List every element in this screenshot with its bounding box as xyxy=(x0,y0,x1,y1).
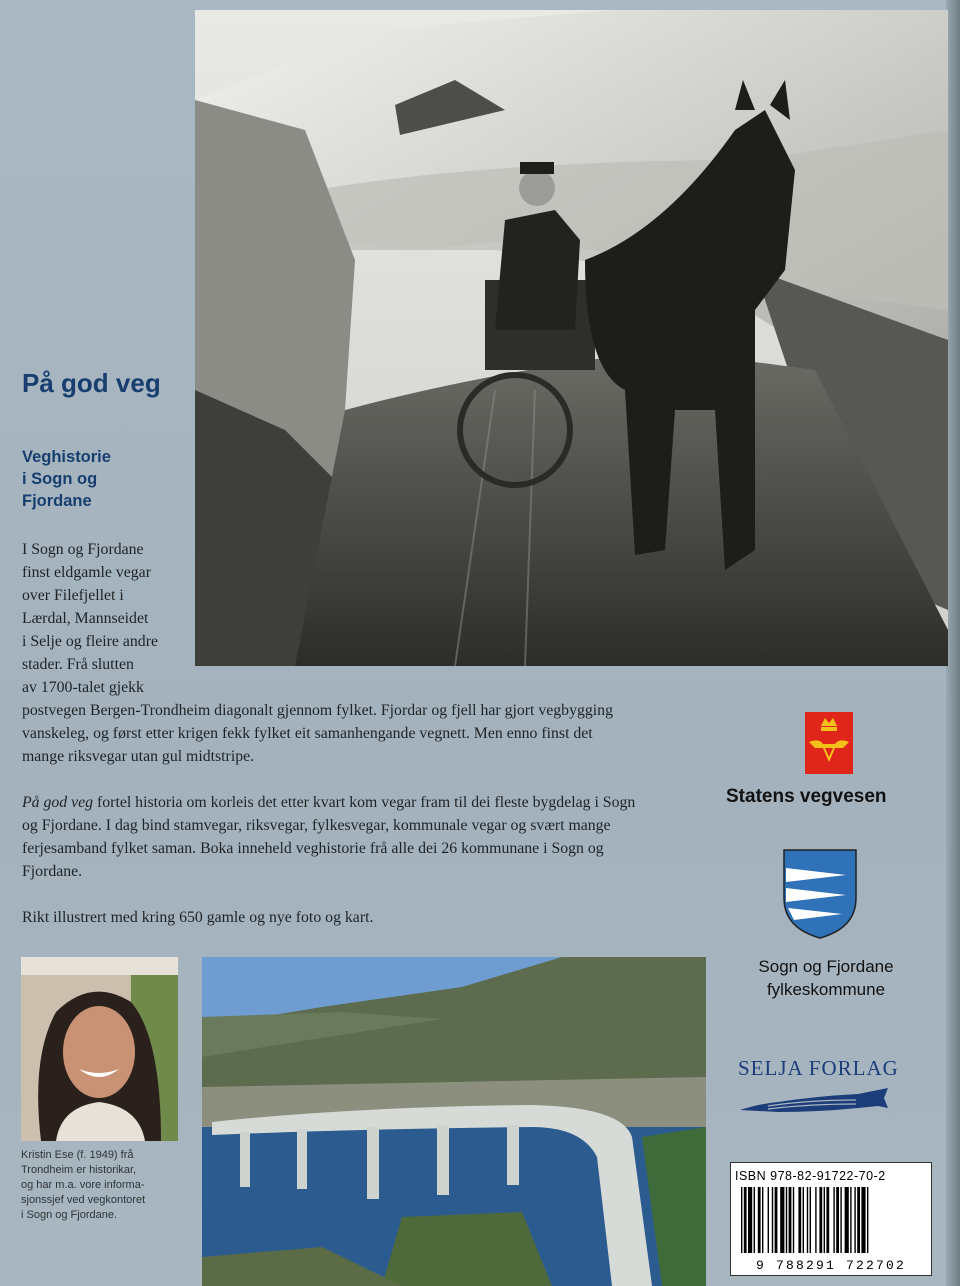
barcode-bar xyxy=(833,1187,834,1253)
barcode-bar xyxy=(815,1187,816,1253)
subtitle-line: Veghistorie xyxy=(22,448,111,466)
isbn-barcode xyxy=(730,1162,932,1276)
barcode-bar xyxy=(786,1187,787,1253)
barcode-bar xyxy=(754,1187,755,1253)
barcode-bar xyxy=(836,1187,839,1253)
barcode-bar xyxy=(807,1187,808,1253)
caption-line: sjonssjef ved vegkontoret xyxy=(21,1194,146,1206)
barcode-bar xyxy=(857,1187,860,1253)
body-text: fortel historia om korleis det etter kvart kom vegar fram til dei fleste bygdelag i Sogn xyxy=(93,794,636,811)
barcode-bar xyxy=(845,1187,849,1253)
barcode-bar xyxy=(840,1187,841,1253)
fylkeskommune-label xyxy=(726,955,926,1001)
barcode-bar xyxy=(758,1187,761,1253)
body-line: Fjordane. xyxy=(22,863,83,880)
barcode-bar xyxy=(803,1187,804,1253)
ean-digits: 9 788291 722702 xyxy=(755,1258,907,1273)
intro-line: stader. Frå slutten xyxy=(22,656,134,673)
author-caption xyxy=(21,1148,181,1223)
barcode-bar xyxy=(748,1187,752,1253)
bridge-photo xyxy=(202,957,706,1286)
intro-line: finst eldgamle vegar xyxy=(22,564,151,581)
barcode-bar xyxy=(772,1187,773,1253)
intro-line: av 1700-talet gjekk xyxy=(22,679,144,696)
statens-vegvesen-label: Statens vegvesen xyxy=(726,786,887,807)
body-line: postvegen Bergen-Trondheim diagonalt gjennom fylket. Fjordar og fjell har gjort vegbygging xyxy=(22,702,613,719)
book-subtitle xyxy=(22,446,192,512)
caption-line: Kristin Ese (f. 1949) frå xyxy=(21,1149,134,1161)
barcode-bar xyxy=(798,1187,801,1253)
caption-line: Trondheim er historikar, xyxy=(21,1164,137,1176)
barcode-bar xyxy=(850,1187,851,1253)
body-line: Rikt illustrert med kring 650 gamle og nye foto og kart. xyxy=(22,909,374,926)
publisher-name: SELJA FORLAG xyxy=(738,1056,899,1080)
fylkeskommune-line: fylkeskommune xyxy=(766,980,886,999)
body-line: og Fjordane. I dag bind stamvegar, riksvegar, fylkesvegar, kommunale vegar og svært mange xyxy=(22,817,611,834)
subtitle-line: i Sogn og xyxy=(22,470,98,488)
barcode-bar xyxy=(744,1187,747,1253)
isbn-text: ISBN 978-82-91722-70-2 xyxy=(735,1169,886,1183)
barcode-bar xyxy=(793,1187,794,1253)
barcode-bar xyxy=(768,1187,769,1253)
body-line: vanskeleg, og først etter krigen fekk fylket eit samanhengande vegnett. Men enno finst det xyxy=(22,725,593,742)
barcode-bar xyxy=(762,1187,763,1253)
barcode-bar xyxy=(867,1187,868,1253)
barcode-bar xyxy=(819,1187,822,1253)
spine-edge xyxy=(946,0,960,1286)
historic-horse-cart-photo xyxy=(195,10,948,666)
body-line: mange riksvegar utan gul midtstripe. xyxy=(22,748,255,765)
barcode-bar xyxy=(780,1187,784,1253)
barcode-bar xyxy=(824,1187,825,1253)
book-title-inline: På god veg xyxy=(22,794,94,811)
book-title: På god veg xyxy=(22,368,161,398)
intro-line: over Filefjellet i xyxy=(22,587,124,604)
barcode-bar xyxy=(826,1187,829,1253)
publisher-ship-icon xyxy=(738,1086,898,1116)
barcode-bar xyxy=(861,1187,865,1253)
intro-line: i Selje og fleire andre xyxy=(22,633,158,650)
barcode-bar xyxy=(775,1187,778,1253)
intro-line: I Sogn og Fjordane xyxy=(22,541,144,558)
barcode-bar xyxy=(854,1187,855,1253)
caption-line: i Sogn og Fjordane. xyxy=(21,1209,118,1221)
fylkeskommune-line: Sogn og Fjordane xyxy=(758,957,894,976)
body-line: ferjesamband fylket saman. Boka inneheld veghistorie frå alle dei 26 kommunane i Sogn og xyxy=(22,840,604,857)
barcode-bars xyxy=(741,1187,925,1253)
intro-line: Lærdal, Mannseidet xyxy=(22,610,149,627)
barcode-bar xyxy=(810,1187,811,1253)
county-crest-icon xyxy=(782,848,858,940)
body-line xyxy=(22,791,635,814)
author-photo xyxy=(21,957,178,1141)
subtitle-line: Fjordane xyxy=(22,492,92,510)
caption-line: og har m.a. vore informa- xyxy=(21,1179,145,1191)
statens-vegvesen-logo xyxy=(805,712,853,774)
barcode-bar xyxy=(789,1187,792,1253)
barcode-bar xyxy=(741,1187,742,1253)
